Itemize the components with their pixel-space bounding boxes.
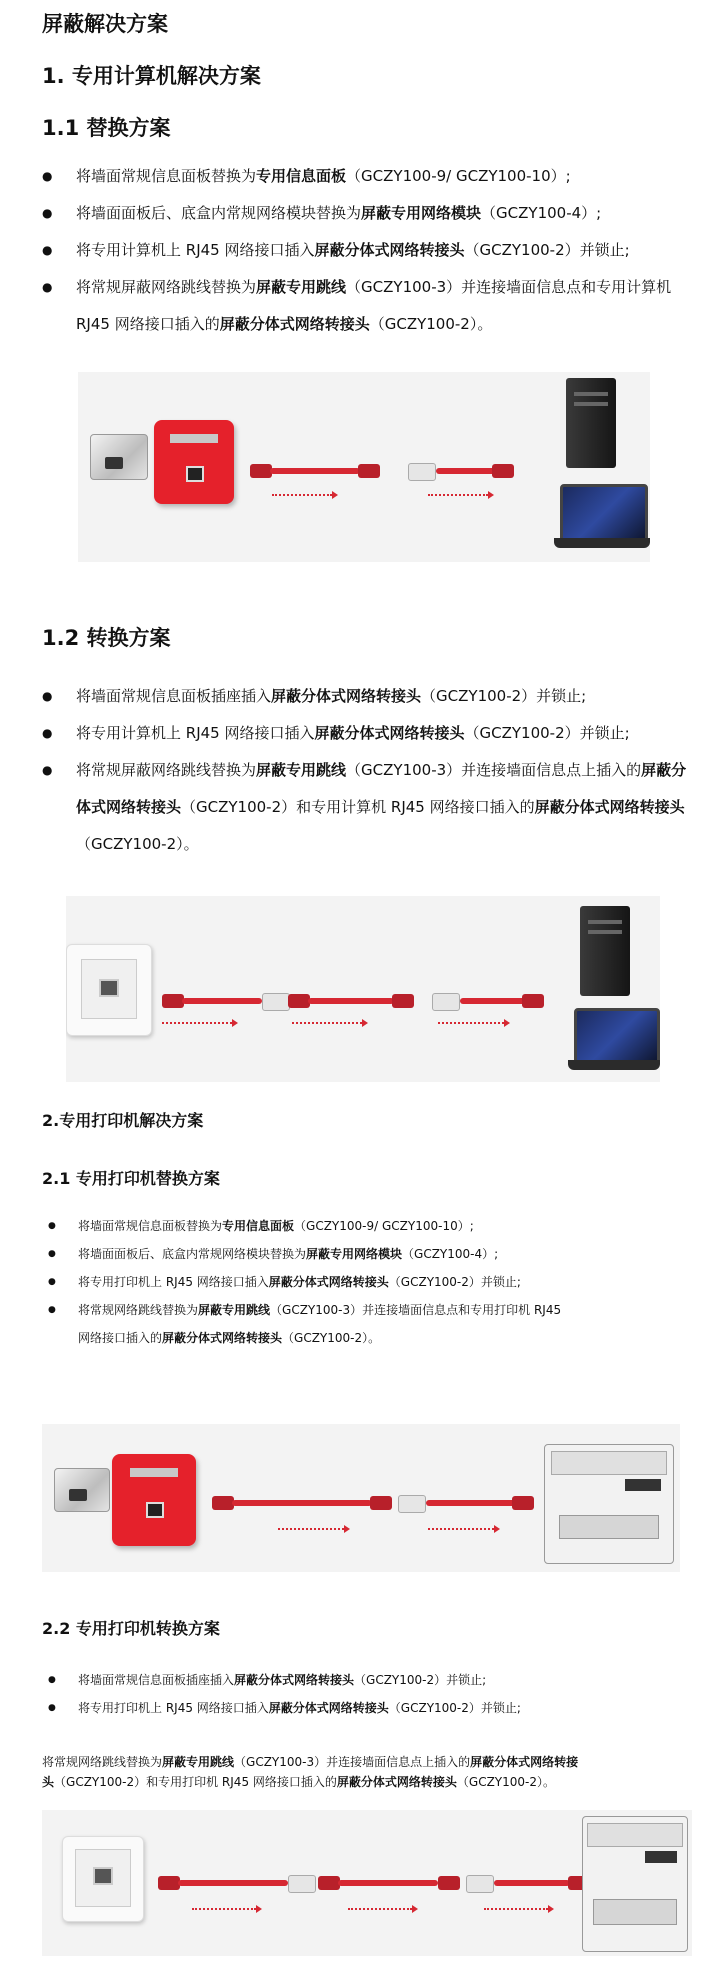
list-item: [42, 715, 692, 752]
text-run: （GCZY100-2）并锁止;: [464, 724, 630, 742]
diagram-1-1-image: [78, 372, 650, 562]
bold-text: 屏蔽分体式网络转接头: [314, 724, 465, 742]
bullet-icon: ●: [42, 763, 53, 777]
text-run: （GCZY100-9/ GCZY100-10）;: [294, 1219, 474, 1233]
section-1-2-list: [42, 678, 692, 863]
text-run: （GCZY100-2）并锁止;: [421, 687, 587, 705]
section-1-1-list: [42, 158, 692, 343]
text-run: 将墙面常规信息面板插座插入: [78, 1673, 235, 1687]
red-panel-image: [154, 420, 234, 504]
text-run: 将常规屏蔽网络跳线替换为: [76, 278, 257, 296]
bold-text: 屏蔽分体式网络转接头: [76, 761, 687, 816]
bullet-icon: ●: [48, 1249, 56, 1259]
bold-text: 专用信息面板: [256, 167, 347, 185]
text-run: 将专用计算机上 RJ45 网络接口插入: [76, 724, 315, 742]
bold-text: 屏蔽分体式网络转接头: [336, 1775, 457, 1789]
text-run: 将专用打印机上 RJ45 网络接口插入: [78, 1701, 269, 1715]
text-run: （GCZY100-2）。: [282, 1331, 381, 1345]
printer-image: [544, 1444, 674, 1564]
printer-image-2: [582, 1816, 688, 1952]
bullet-icon: ●: [48, 1221, 56, 1231]
diagram-2-1-image: [42, 1424, 680, 1572]
text-run: （GCZY100-3）并连接墙面信息点上插入的: [346, 761, 642, 779]
bullet-icon: ●: [48, 1305, 56, 1315]
bold-text: 屏蔽专用跳线: [162, 1755, 235, 1769]
list-item: [44, 1666, 574, 1694]
bold-text: 屏蔽分体式网络转接头: [268, 1701, 389, 1715]
text-run: （GCZY100-2）。: [76, 835, 199, 853]
bold-text: 屏蔽分体式网络转接头: [234, 1673, 355, 1687]
text-run: （GCZY100-4）;: [481, 204, 602, 222]
text-run: 将常规网络跳线替换为: [78, 1303, 199, 1317]
red-panel-image-2: [112, 1454, 196, 1546]
bullet-icon: ●: [42, 689, 53, 703]
list-item: [42, 752, 692, 863]
text-run: 将墙面面板后、底盒内常规网络模块替换为: [78, 1247, 307, 1261]
text-run: （GCZY100-2）并锁止;: [464, 241, 630, 259]
section-2-1-list: [44, 1212, 574, 1352]
text-run: （GCZY100-2）并锁止;: [388, 1701, 521, 1715]
list-item: [42, 158, 692, 195]
section-2-heading: 2.专用打印机解决方案: [42, 1111, 204, 1130]
text-run: （GCZY100-2）。: [456, 1775, 556, 1789]
text-run: 将墙面常规信息面板插座插入: [76, 687, 272, 705]
text-run: （GCZY100-2）并锁止;: [388, 1275, 521, 1289]
bold-text: 屏蔽分体式网络转接头: [42, 1755, 579, 1789]
bullet-icon: ●: [42, 243, 53, 257]
section-2-1-heading: 2.1 专用打印机替换方案: [42, 1169, 220, 1188]
list-item: [42, 232, 692, 269]
diagram-2-2-image: [42, 1810, 692, 1956]
text-run: （GCZY100-2）和专用计算机 RJ45 网络接口插入的: [181, 798, 535, 816]
list-item: [42, 269, 692, 343]
text-run: 将常规屏蔽网络跳线替换为: [76, 761, 257, 779]
bold-text: 屏蔽专用跳线: [198, 1303, 271, 1317]
bullet-icon: ●: [42, 726, 53, 740]
bold-text: 专用信息面板: [222, 1219, 295, 1233]
shielded-module-image-2: [54, 1468, 110, 1512]
desktop-tower-image: [566, 378, 616, 468]
desktop-tower-image-2: [580, 906, 630, 996]
section-2-2-heading: 2.2 专用打印机转换方案: [42, 1619, 220, 1638]
list-item: [44, 1694, 574, 1722]
section-1-1-heading: 1.1 替换方案: [42, 116, 171, 140]
bold-text: 屏蔽分体式网络转接头: [534, 798, 685, 816]
bold-text: 屏蔽分体式网络转接头: [314, 241, 465, 259]
list-item: [44, 1240, 574, 1268]
text-run: （GCZY100-4）;: [402, 1247, 499, 1261]
text-run: （GCZY100-3）并连接墙面信息点和专用计算机 RJ45 网络接口插入的: [76, 278, 672, 333]
section-2-2-paragraph: [42, 1752, 582, 1792]
shielded-module-image: [90, 434, 148, 480]
list-item: [44, 1212, 574, 1240]
list-item: [44, 1296, 574, 1352]
text-run: （GCZY100-3）并连接墙面信息点上插入的: [234, 1755, 471, 1769]
bullet-icon: ●: [48, 1675, 56, 1685]
text-run: （GCZY100-2）。: [369, 315, 493, 333]
bold-text: 屏蔽专用网络模块: [306, 1247, 403, 1261]
bold-text: 屏蔽分体式网络转接头: [219, 315, 370, 333]
text-run: （GCZY100-2）和专用打印机 RJ45 网络接口插入的: [54, 1775, 337, 1789]
bold-text: 屏蔽专用跳线: [256, 278, 347, 296]
list-item: [42, 678, 692, 715]
text-run: 将常规网络跳线替换为: [42, 1755, 163, 1769]
diagram-1-2-image: [66, 896, 660, 1082]
bold-text: 屏蔽分体式网络转接头: [268, 1275, 389, 1289]
bold-text: 屏蔽分体式网络转接头: [271, 687, 422, 705]
page-title: 屏蔽解决方案: [42, 12, 168, 36]
text-run: 将墙面面板后、底盒内常规网络模块替换为: [76, 204, 362, 222]
text-run: 将墙面常规信息面板替换为: [78, 1219, 223, 1233]
text-run: 将墙面常规信息面板替换为: [76, 167, 257, 185]
list-item: [44, 1268, 574, 1296]
text-run: （GCZY100-2）并锁止;: [354, 1673, 487, 1687]
text-run: 将专用计算机上 RJ45 网络接口插入: [76, 241, 315, 259]
text-run: （GCZY100-9/ GCZY100-10）;: [346, 167, 571, 185]
list-item: [42, 195, 692, 232]
bullet-icon: ●: [42, 206, 53, 220]
bullet-icon: ●: [42, 169, 53, 183]
bold-text: 屏蔽分体式网络转接头: [162, 1331, 283, 1345]
section-1-2-heading: 1.2 转换方案: [42, 626, 171, 650]
white-panel-image-2: [62, 1836, 144, 1922]
laptop-image-2: [574, 1008, 660, 1064]
white-panel-image: [66, 944, 152, 1036]
text-run: （GCZY100-3）并连接墙面信息点和专用打印机 RJ45 网络接口插入的: [78, 1303, 562, 1345]
bullet-icon: ●: [48, 1277, 56, 1287]
bold-text: 屏蔽专用网络模块: [361, 204, 482, 222]
bold-text: 屏蔽专用跳线: [256, 761, 347, 779]
bullet-icon: ●: [48, 1703, 56, 1713]
text-run: 将专用打印机上 RJ45 网络接口插入: [78, 1275, 269, 1289]
section-1-heading: 1. 专用计算机解决方案: [42, 64, 261, 88]
section-2-2-list: [44, 1666, 574, 1722]
bullet-icon: ●: [42, 280, 53, 294]
laptop-image: [560, 484, 648, 542]
